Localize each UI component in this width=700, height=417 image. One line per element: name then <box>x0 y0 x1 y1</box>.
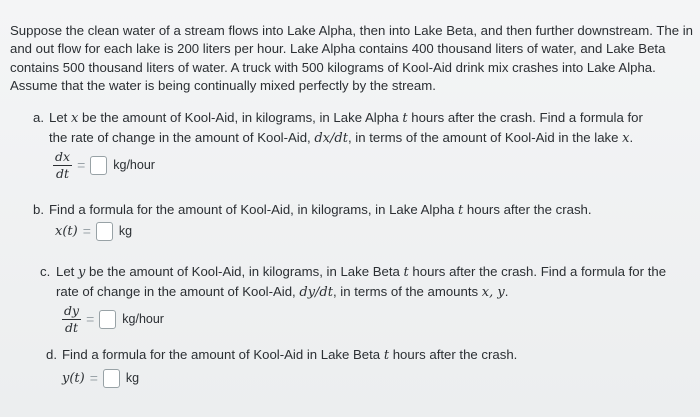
part-a-derivative <box>53 150 72 181</box>
part-a-text: hours after the crash. Find a formula for <box>407 110 643 125</box>
equals-sign: = <box>86 311 95 327</box>
part-c-text: hours after the crash. Find a formula for the <box>408 264 667 279</box>
part-d <box>46 345 517 388</box>
part-a-variable: dx/dt <box>314 131 348 146</box>
part-a-variable: x <box>71 111 79 126</box>
part-c-text: . <box>504 284 509 299</box>
part-a-text: be the amount of Kool-Aid, in kilograms, in Lake Alpha <box>78 110 403 125</box>
part-d-answer-row <box>46 369 517 388</box>
part-c-text: rate of change in the amount of Kool-Aid, <box>56 284 300 299</box>
part-a-text: Let <box>49 110 71 125</box>
problem-intro: Suppose the clean water of a stream flows into Lake Alpha, then into Lake Beta, and then further downstream. The in and out flow for each lake is 200 liters per hour. Lake Alpha contains 400 thousand liters of water, and Lake Beta contains 500 thousand liters of water. A truck with 500 kilograms of Kool-Aid drink mix crashes into Lake Alpha. Assume that the water is being continually mixed perfectly by the stream. <box>10 23 693 93</box>
part-b-function-label: x(t) <box>55 224 78 239</box>
part-c-answer-input[interactable] <box>99 310 116 329</box>
part-c-derivative <box>62 304 81 335</box>
part-b-variable: t <box>458 203 464 218</box>
part-c-variable: dy/dt <box>299 285 333 300</box>
fraction-numerator: dx <box>55 149 71 164</box>
part-c-variable: y <box>78 265 86 280</box>
part-a-letter: a. <box>33 110 44 125</box>
fraction-denominator: dt <box>56 166 70 181</box>
part-b-text: hours after the crash. <box>463 202 592 217</box>
equals-sign: = <box>89 370 98 386</box>
part-d-unit: kg <box>125 371 140 385</box>
part-a <box>33 108 643 181</box>
part-c-letter: c. <box>40 264 51 279</box>
part-c-variable: x, y <box>481 285 505 300</box>
part-c-question-line2 <box>40 282 666 302</box>
part-a-answer-input[interactable] <box>90 156 107 175</box>
part-a-text: the rate of change in the amount of Kool-Aid, <box>49 130 315 145</box>
part-a-variable: t <box>402 111 408 126</box>
part-c-answer-row <box>40 304 666 335</box>
equals-sign: = <box>82 223 91 239</box>
part-d-letter: d. <box>46 347 57 362</box>
part-c-unit: kg/hour <box>122 312 164 326</box>
part-a-answer-row <box>33 150 643 181</box>
part-d-variable: t <box>383 348 390 363</box>
part-b-answer-input[interactable] <box>96 222 113 241</box>
part-a-unit: kg/hour <box>113 158 155 172</box>
part-c-text: be the amount of Kool-Aid, in kilograms, in Lake Beta <box>85 264 404 279</box>
part-c-question-line1 <box>40 262 666 282</box>
part-c-variable: t <box>403 265 409 280</box>
part-a-question-line1 <box>33 108 643 128</box>
part-b-letter: b. <box>33 202 44 217</box>
fraction-numerator: dy <box>64 303 80 318</box>
part-b <box>33 200 592 241</box>
part-d-answer-input[interactable] <box>103 369 120 388</box>
part-a-text: . <box>629 130 634 145</box>
fraction-denominator: dt <box>65 320 79 335</box>
part-b-answer-row <box>33 222 592 241</box>
part-a-question-line2 <box>33 128 643 148</box>
part-d-question <box>46 345 517 365</box>
part-c-text: , in terms of the amounts <box>332 284 482 299</box>
part-d-function-label: y(t) <box>62 371 85 386</box>
part-b-unit: kg <box>118 224 133 238</box>
part-c-text: Let <box>56 264 78 279</box>
part-b-text: Find a formula for the amount of Kool-Aid, in kilograms, in Lake Alpha <box>49 202 459 217</box>
part-b-question <box>33 200 592 220</box>
part-a-text: , in terms of the amount of Kool-Aid in the lake <box>347 130 623 145</box>
part-c <box>40 262 666 335</box>
part-a-variable: x <box>622 131 630 146</box>
part-d-text: hours after the crash. <box>389 347 518 362</box>
part-d-text: Find a formula for the amount of Kool-Aid in Lake Beta <box>62 347 384 362</box>
equals-sign: = <box>77 157 86 173</box>
